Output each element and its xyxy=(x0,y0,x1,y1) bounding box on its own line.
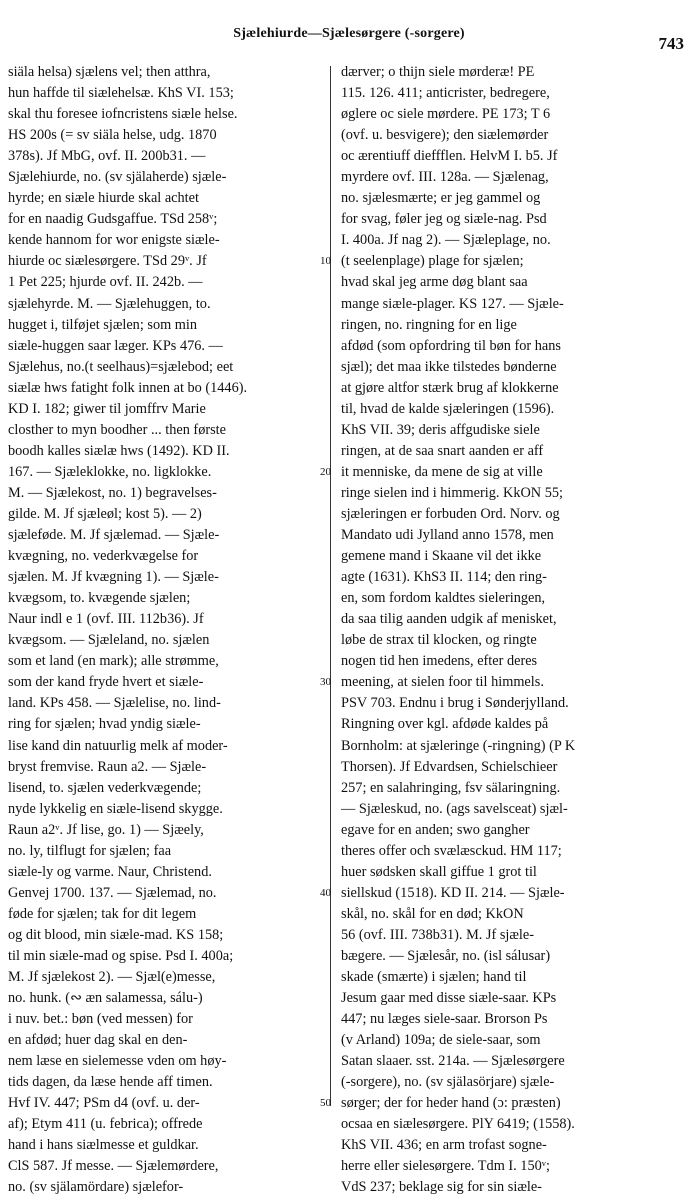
text-line: myrdere ovf. III. 128a. — Sjælenag, xyxy=(341,169,549,186)
text-line: hvad skal jeg arme døg blant saa xyxy=(341,274,528,291)
text-line: Raun a2ᵛ. Jf lise, go. 1) — Sjæely, xyxy=(8,821,204,838)
text-line: ringen, no. ringning for en lige xyxy=(341,316,517,333)
text-line: skål, no. skål for en død; KkON xyxy=(341,905,524,922)
text-line: siælæ hws fatight folk innen at bo (1446). xyxy=(8,379,248,396)
text-line: siellskud (1518). KD II. 214. — Sjæle- xyxy=(341,884,565,901)
text-line: I. 400a. Jf nag 2). — Sjæleplage, no. xyxy=(341,232,551,249)
text-line: bryst fremvise. Raun a2. — Sjæle- xyxy=(8,758,207,775)
text-line: land. KPs 458. — Sjælelise, no. lind- xyxy=(8,695,221,712)
text-line: skade (smærte) i sjælen; hand til xyxy=(341,969,527,986)
text-line: KhS VII. 39; deris affgudiske siele xyxy=(341,421,540,438)
text-line: KhS VII. 436; en arm trofast sogne- xyxy=(341,1137,547,1154)
text-line: for en naadig Gudsgaffue. TSd 258ᵛ; xyxy=(8,211,218,228)
text-line: Genvej 1700. 137. — Sjælemad, no. xyxy=(8,884,217,901)
text-line: til min siæle-mad og spise. Psd I. 400a; xyxy=(8,947,234,964)
text-line: Jesum gaar med disse siæle-saar. KPs xyxy=(341,990,557,1007)
text-line: 115. 126. 411; anticrister, bedregere, xyxy=(341,85,550,102)
text-line: 56 (ovf. III. 738b31). M. Jf sjæle- xyxy=(341,926,534,943)
text-line: løbe de strax til klocken, og ringte xyxy=(341,632,537,649)
text-line: ClS 587. Jf messe. — Sjælemørdere, xyxy=(8,1158,219,1175)
column-divider xyxy=(330,66,331,1106)
text-line: lisend, to. sjælen vederkvægende; xyxy=(8,779,202,796)
text-line: 257; en salahringing, fsv sälaringning. xyxy=(341,779,561,796)
text-line: PSV 703. Endnu i brug i Sønderjylland. xyxy=(341,695,569,712)
text-line: Sjælehiurde, no. (sv själaherde) sjæle- xyxy=(8,169,227,186)
margin-line-number: 50 xyxy=(320,1097,331,1110)
text-line: hyrde; en siæle hiurde skal achtet xyxy=(8,190,199,207)
text-line: til, hvad de kalde sjæleringen (1596). xyxy=(341,400,555,417)
text-line: Satan slaaer. sst. 214a. — Sjælesørgere xyxy=(341,1053,565,1070)
margin-line-number: 20 xyxy=(320,465,331,478)
text-line: sørger; der for heder hand (ɔ: præsten) xyxy=(341,1095,561,1112)
text-line: nogen tid hen imedens, efter deres xyxy=(341,653,538,670)
text-line: hugget i, tilføjet sjælen; som min xyxy=(8,316,198,333)
text-line: 447; nu læges siele-saar. Brorson Ps xyxy=(341,1011,548,1028)
text-line: M. — Sjælekost, no. 1) begravelses- xyxy=(8,484,217,501)
text-line: no. (sv själamördare) sjælefor- xyxy=(8,1179,184,1196)
text-line: 378s). Jf MbG, ovf. II. 200b31. — xyxy=(8,148,206,165)
text-line: hun haffde til siælehelsæ. KhS VI. 153; xyxy=(8,85,234,102)
text-line: sjæleføde. M. Jf sjælemad. — Sjæle- xyxy=(8,527,220,544)
text-line: herre eller sielesørgere. Tdm I. 150ᵛ; xyxy=(341,1158,550,1175)
text-line: gilde. M. Jf sjæleøl; kost 5). — 2) xyxy=(8,505,202,522)
text-line: oc ærentiuff dieffflen. HelvM I. b5. Jf xyxy=(341,148,558,165)
text-line: sjæleringen er forbuden Ord. Norv. og xyxy=(341,505,560,522)
text-line: sjælen. M. Jf kvægning 1). — Sjæle- xyxy=(8,569,219,586)
text-line: kvægsom, to. kvægende sjælen; xyxy=(8,590,191,607)
text-line: sjælehyrde. M. — Sjælehuggen, to. xyxy=(8,295,211,312)
text-line: HS 200s (= sv siäla helse, udg. 1870 xyxy=(8,127,217,144)
text-line: at gjøre altfor stærk brug af klokkerne xyxy=(341,379,559,396)
text-line: ring for sjælen; hvad yndig siæle- xyxy=(8,716,201,733)
text-line: egave for en anden; swo gangher xyxy=(341,821,530,838)
text-line: ocsaa en siælesørgere. PlY 6419; (1558). xyxy=(341,1116,575,1133)
text-line: afdød (som opfordring til bøn for hans xyxy=(341,337,561,354)
text-line: for svag, føler jeg og siæle-nag. Psd xyxy=(341,211,547,228)
text-line: som der kand fryde hvert et siæle- xyxy=(8,674,204,691)
text-line: føde for sjælen; tak for dit legem xyxy=(8,905,197,922)
text-line: (ovf. u. besvigere); den siælemørder xyxy=(341,127,549,144)
text-line: siæle-huggen saar læger. KPs 476. — xyxy=(8,337,223,354)
text-line: en afdød; huer dag skal en den- xyxy=(8,1032,188,1049)
margin-line-number: 30 xyxy=(320,676,331,689)
text-line: no. ly, tilflugt for sjælen; faa xyxy=(8,842,172,859)
text-line: skal thu foresee iofncristens siæle helse. xyxy=(8,106,238,123)
text-line: it menniske, da mene de sig at ville xyxy=(341,463,543,480)
text-line: kvægning, no. vederkvægelse for xyxy=(8,548,199,565)
text-line: no. sjælesmærte; er jeg gammel og xyxy=(341,190,541,207)
text-line: Thorsen). Jf Edvardsen, Schielschieer xyxy=(341,758,558,775)
text-line: M. Jf sjælekost 2). — Sjæl(e)messe, xyxy=(8,969,216,986)
text-line: af); Etym 411 (u. febrica); offrede xyxy=(8,1116,203,1133)
text-line: KD I. 182; giwer til jomffrv Marie xyxy=(8,400,206,417)
text-line: Ringning over kgl. afdøde kaldes på xyxy=(341,716,549,733)
margin-line-number: 40 xyxy=(320,886,331,899)
text-line: 1 Pet 225; hjurde ovf. II. 242b. — xyxy=(8,274,203,291)
text-line: dærver; o thijn siele mørderæ! PE xyxy=(341,64,535,80)
text-line: en, som fordom kaldtes sieleringen, xyxy=(341,590,546,607)
text-line: da saa tilig aanden udgik af menisket, xyxy=(341,611,557,628)
text-line: mange siæle-plager. KS 127. — Sjæle- xyxy=(341,295,564,312)
text-line: Bornholm: at sjæleringe (-ringning) (P K xyxy=(341,737,576,754)
text-line: — Sjæleskud, no. (ags savelsceat) sjæl- xyxy=(341,800,568,817)
text-line: siæle-ly og varme. Naur, Christend. xyxy=(8,863,212,880)
text-line: hiurde oc siælesørgere. TSd 29ᵛ. Jf xyxy=(8,253,207,270)
text-line: bægere. — Sjælesår, no. (isl sálusar) xyxy=(341,947,551,964)
text-line: og dit blood, min siæle-mad. KS 158; xyxy=(8,926,224,943)
text-line: kvægsom. — Sjæleland, no. sjælen xyxy=(8,632,210,649)
text-line: no. hunk. (∾ æn salamessa, sálu-) xyxy=(8,990,203,1007)
text-line: som et land (en mark); alle strømme, xyxy=(8,653,219,670)
text-line: (v Arland) 109a; de siele-saar, som xyxy=(341,1032,541,1049)
text-line: (t seelenplage) plage for sjælen; xyxy=(341,253,524,270)
text-line: closther to myn boodher ... then første xyxy=(8,421,226,438)
text-line: hand i hans siælmesse et guldkar. xyxy=(8,1137,199,1154)
text-line: i nuv. bet.: bøn (ved messen) for xyxy=(8,1011,193,1028)
text-line: Hvf IV. 447; PSm d4 (ovf. u. der- xyxy=(8,1095,200,1112)
text-line: kende hannom for wor enigste siæle- xyxy=(8,232,220,249)
left-column xyxy=(8,62,318,1199)
page-header xyxy=(0,14,698,54)
text-line: siäla helsa) sjælens vel; then atthra, xyxy=(8,64,211,80)
text-line: 167. — Sjæleklokke, no. ligklokke. xyxy=(8,463,212,480)
text-line: nem læse en sielemesse vden om høy- xyxy=(8,1053,227,1070)
text-line: theres offer och svælæsckud. HM 117; xyxy=(341,842,562,859)
text-line: Mandato udi Jylland anno 1578, men xyxy=(341,527,554,544)
margin-line-number: 10 xyxy=(320,255,331,268)
right-column xyxy=(341,62,684,1199)
text-line: tids dagen, da læse hende aff timen. xyxy=(8,1074,213,1091)
page-number: 743 xyxy=(658,34,684,53)
text-line: boodh kalles siælæ hws (1492). KD II. xyxy=(8,442,230,459)
text-line: huer sødsken skall giffue 1 grot til xyxy=(341,863,537,880)
text-line: øglere oc siele mørdere. PE 173; T 6 xyxy=(341,106,551,123)
text-line: VdS 237; beklage sig for sin siæle- xyxy=(341,1179,542,1196)
running-head: Sjælehiurde—Sjælesørgere (-sorgere) xyxy=(233,26,465,41)
text-line: Sjælehus, no.(t seelhaus)=sjælebod; eet xyxy=(8,358,234,375)
text-line: ringen, at de saa snart aanden er aff xyxy=(341,442,544,459)
text-line: Naur indl e 1 (ovf. III. 112b36). Jf xyxy=(8,611,204,628)
text-line: agte (1631). KhS3 II. 114; den ring- xyxy=(341,569,547,586)
text-line: nyde lykkelig en siæle-lisend skygge. xyxy=(8,800,223,817)
text-line: (-sorgere), no. (sv själasörjare) sjæle- xyxy=(341,1074,555,1091)
text-line: meening, at sielen foor til himmels. xyxy=(341,674,544,691)
text-line: ringe sielen ind i himmerig. KkON 55; xyxy=(341,484,563,501)
text-line: gemene mand i Skaane vil det ikke xyxy=(341,548,542,565)
text-line: sjæl); det maa ikke tilstedes bønderne xyxy=(341,358,557,375)
text-line: lise kand din natuurlig melk af moder- xyxy=(8,737,228,754)
